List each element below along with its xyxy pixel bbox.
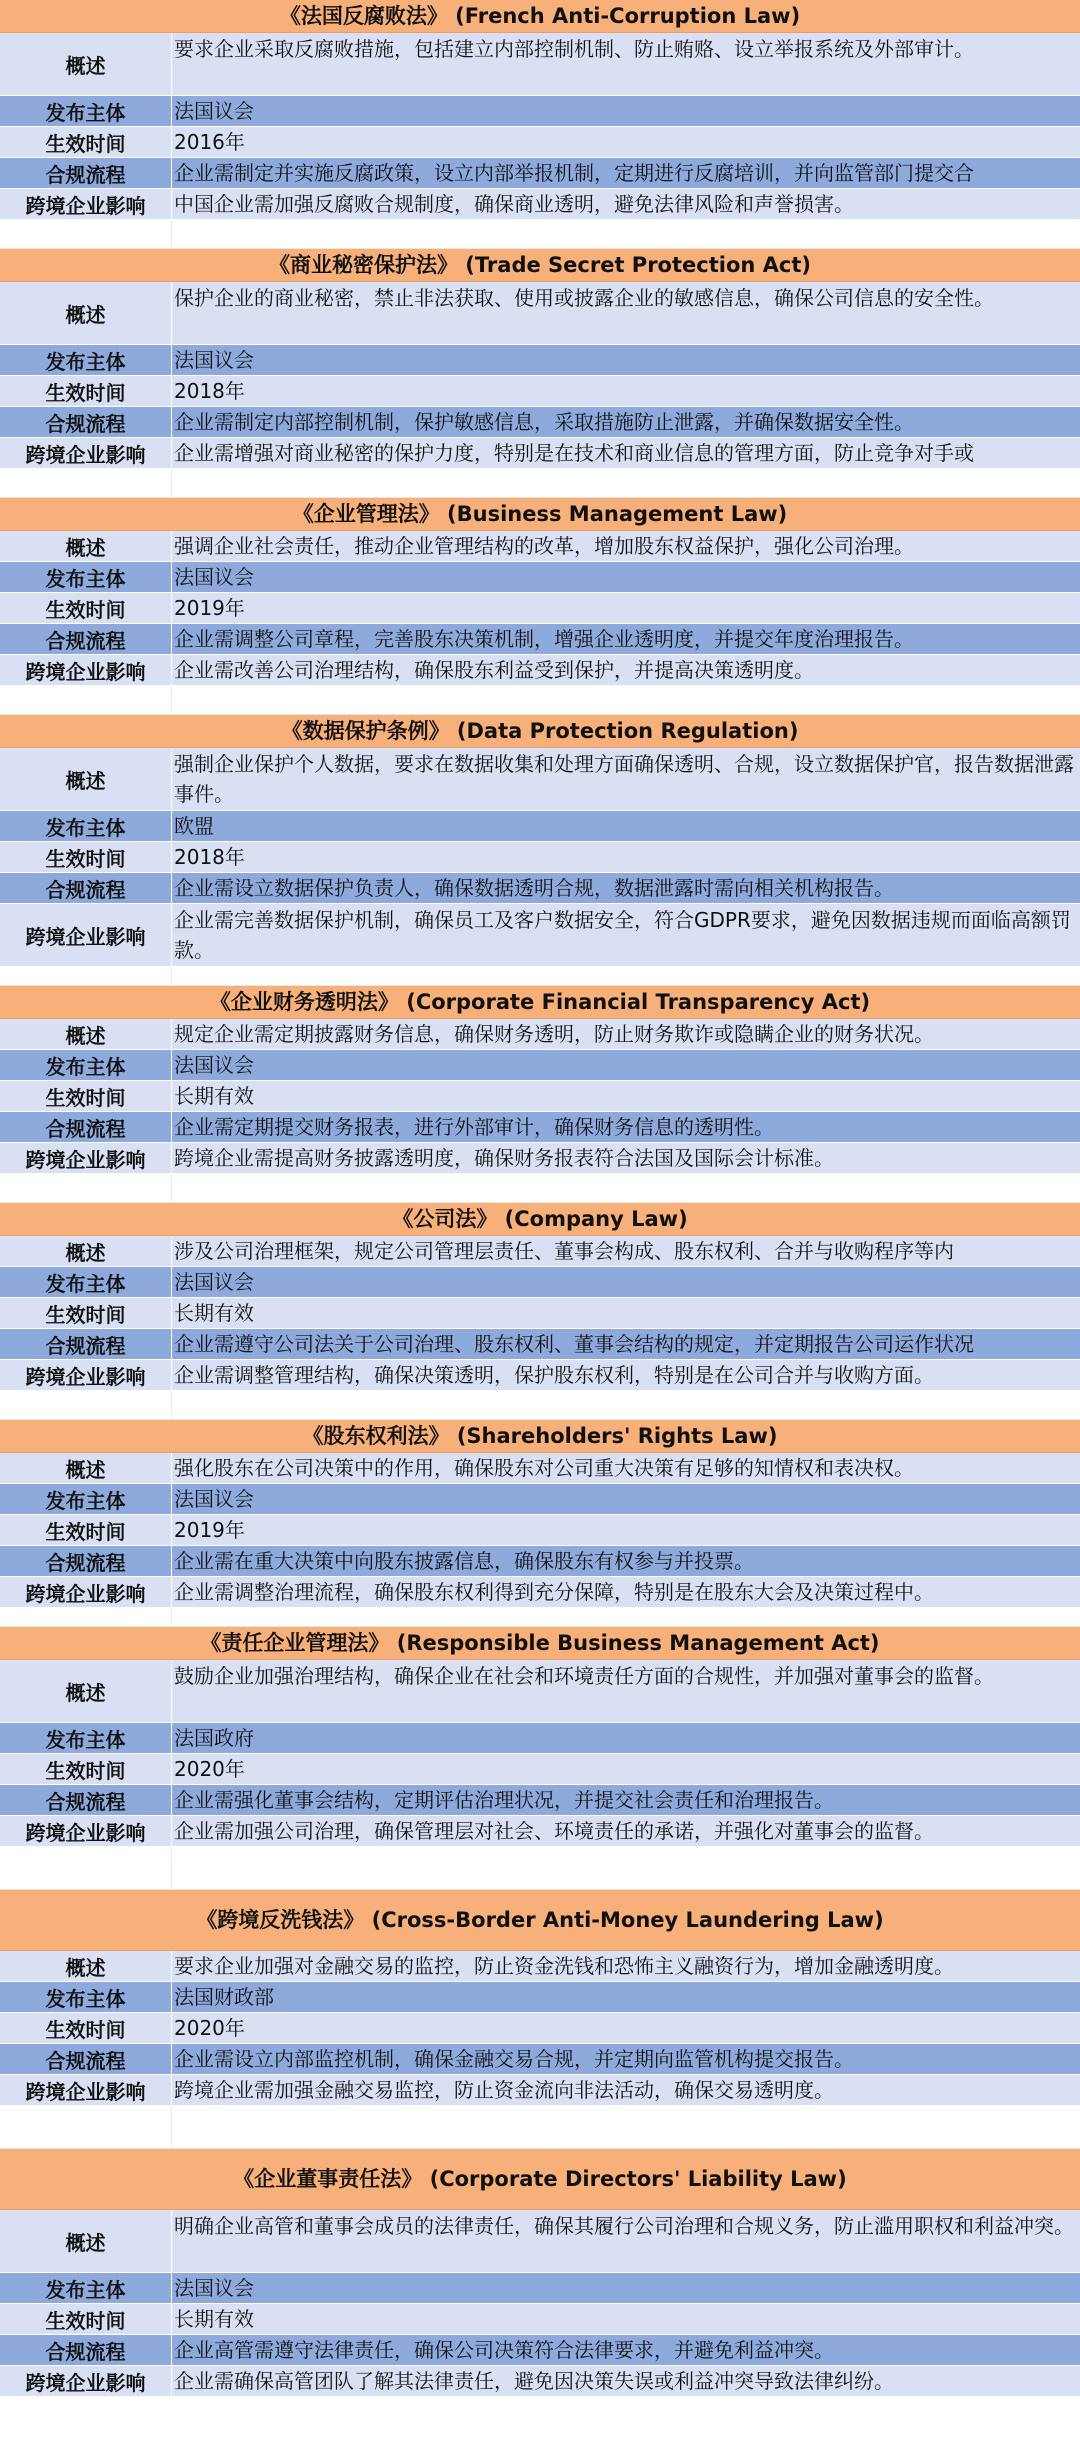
row-issuer <box>0 1723 1080 1754</box>
law-block <box>0 0 1080 249</box>
value-overview: 保护企业的商业秘密，禁止非法获取、使用或披露企业的敏感信息，确保公司信息的安全性。 <box>174 286 994 310</box>
row-overview <box>0 1019 1080 1050</box>
row-overview <box>0 531 1080 562</box>
label-effective: 生效时间 <box>0 127 172 157</box>
law-block <box>0 1203 1080 1420</box>
spacer <box>0 2106 1080 2148</box>
label-overview: 概述 <box>0 282 172 344</box>
law-title: 《跨境反洗钱法》 (Cross-Border Anti-Money Laundering Law) <box>0 1890 1080 1951</box>
value-issuer: 法国议会 <box>174 1053 254 1077</box>
row-impact <box>0 2075 1080 2106</box>
row-issuer <box>0 1982 1080 2013</box>
value-process: 企业需设立数据保护负责人，确保数据透明合规，数据泄露时需向相关机构报告。 <box>174 876 894 900</box>
row-impact <box>0 1577 1080 1608</box>
label-process: 合规流程 <box>0 624 172 654</box>
label-effective: 生效时间 <box>0 1298 172 1328</box>
row-overview <box>0 2210 1080 2273</box>
label-overview: 概述 <box>0 1453 172 1483</box>
spacer <box>0 686 1080 714</box>
value-impact: 企业需确保高管团队了解其法律责任，避免因决策失误或利益冲突导致法律纠纷。 <box>174 2369 894 2393</box>
law-block <box>0 498 1080 715</box>
label-impact: 跨境企业影响 <box>0 1143 172 1173</box>
value-effective: 2020年 <box>174 1757 245 1781</box>
value-effective: 2019年 <box>174 596 245 620</box>
label-process: 合规流程 <box>0 2335 172 2365</box>
label-effective: 生效时间 <box>0 2304 172 2334</box>
row-process <box>0 1112 1080 1143</box>
label-process: 合规流程 <box>0 407 172 437</box>
spacer <box>0 220 1080 248</box>
row-effective <box>0 376 1080 407</box>
value-overview: 要求企业采取反腐败措施，包括建立内部控制机制、防止贿赂、设立举报系统及外部审计。 <box>174 37 974 61</box>
law-block <box>0 2149 1080 2397</box>
label-process: 合规流程 <box>0 158 172 188</box>
row-effective <box>0 1298 1080 1329</box>
value-process: 企业需制定并实施反腐政策，设立内部举报机制，定期进行反腐培训，并向监管部门提交合 <box>174 161 974 185</box>
label-issuer: 发布主体 <box>0 1723 172 1753</box>
value-issuer: 法国议会 <box>174 1487 254 1511</box>
label-effective: 生效时间 <box>0 1081 172 1111</box>
value-overview: 明确企业高管和董事会成员的法律责任，确保其履行公司治理和合规义务，防止滥用职权和利益冲突。 <box>174 2214 1074 2238</box>
law-block <box>0 1890 1080 2149</box>
value-effective: 2016年 <box>174 130 245 154</box>
spacer <box>0 1847 1080 1889</box>
law-title: 《责任企业管理法》 (Responsible Business Management Act) <box>0 1627 1080 1660</box>
value-impact: 企业需完善数据保护机制，确保员工及客户数据安全，符合GDPR要求，避免因数据违规而面临高额罚款。 <box>174 908 1071 962</box>
row-process <box>0 873 1080 904</box>
value-impact: 跨境企业需提高财务披露透明度，确保财务报表符合法国及国际会计标准。 <box>174 1146 834 1170</box>
row-issuer <box>0 1267 1080 1298</box>
value-overview: 规定企业需定期披露财务信息，确保财务透明，防止财务欺诈或隐瞒企业的财务状况。 <box>174 1022 934 1046</box>
row-effective <box>0 1081 1080 1112</box>
label-overview: 概述 <box>0 531 172 561</box>
label-process: 合规流程 <box>0 1329 172 1359</box>
label-impact: 跨境企业影响 <box>0 1360 172 1390</box>
law-title: 《法国反腐败法》 (French Anti-Corruption Law) <box>0 0 1080 33</box>
row-issuer <box>0 345 1080 376</box>
row-impact <box>0 1360 1080 1391</box>
row-overview <box>0 748 1080 811</box>
label-process: 合规流程 <box>0 1546 172 1576</box>
value-overview: 鼓励企业加强治理结构，确保企业在社会和环境责任方面的合规性，并加强对董事会的监督。 <box>174 1664 994 1688</box>
label-effective: 生效时间 <box>0 593 172 623</box>
value-overview: 强调企业社会责任，推动企业管理结构的改革，增加股东权益保护，强化公司治理。 <box>174 534 914 558</box>
label-overview: 概述 <box>0 2210 172 2272</box>
value-process: 企业高管需遵守法律责任，确保公司决策符合法律要求，并避免利益冲突。 <box>174 2338 834 2362</box>
label-issuer: 发布主体 <box>0 1267 172 1297</box>
value-overview: 强化股东在公司决策中的作用，确保股东对公司重大决策有足够的知情权和表决权。 <box>174 1456 914 1480</box>
label-impact: 跨境企业影响 <box>0 904 172 966</box>
value-process: 企业需在重大决策中向股东披露信息，确保股东有权参与并投票。 <box>174 1549 754 1573</box>
row-impact <box>0 1816 1080 1847</box>
label-issuer: 发布主体 <box>0 562 172 592</box>
label-issuer: 发布主体 <box>0 811 172 841</box>
value-issuer: 法国财政部 <box>174 1985 274 2009</box>
row-process <box>0 158 1080 189</box>
value-issuer: 法国政府 <box>174 1726 254 1750</box>
row-impact <box>0 904 1080 967</box>
law-title: 《商业秘密保护法》 (Trade Secret Protection Act) <box>0 249 1080 282</box>
row-issuer <box>0 2273 1080 2304</box>
value-impact: 企业需增强对商业秘密的保护力度，特别是在技术和商业信息的管理方面，防止竞争对手或 <box>174 441 974 465</box>
value-effective: 2018年 <box>174 845 245 869</box>
label-effective: 生效时间 <box>0 376 172 406</box>
label-issuer: 发布主体 <box>0 1050 172 1080</box>
row-effective <box>0 593 1080 624</box>
value-process: 企业需设立内部监控机制，确保金融交易合规，并定期向监管机构提交报告。 <box>174 2047 854 2071</box>
label-overview: 概述 <box>0 33 172 95</box>
value-process: 企业需定期提交财务报表，进行外部审计，确保财务信息的透明性。 <box>174 1115 774 1139</box>
value-effective: 2019年 <box>174 1518 245 1542</box>
value-issuer: 法国议会 <box>174 99 254 123</box>
label-overview: 概述 <box>0 1019 172 1049</box>
label-issuer: 发布主体 <box>0 2273 172 2303</box>
value-impact: 企业需改善公司治理结构，确保股东利益受到保护，并提高决策透明度。 <box>174 658 814 682</box>
spacer <box>0 967 1080 985</box>
row-issuer <box>0 562 1080 593</box>
label-overview: 概述 <box>0 1951 172 1981</box>
spacer <box>0 1608 1080 1626</box>
row-overview <box>0 33 1080 96</box>
label-effective: 生效时间 <box>0 842 172 872</box>
label-issuer: 发布主体 <box>0 345 172 375</box>
value-impact: 企业需调整治理流程，确保股东权利得到充分保障，特别是在股东大会及决策过程中。 <box>174 1580 934 1604</box>
law-block <box>0 715 1080 986</box>
label-process: 合规流程 <box>0 2044 172 2074</box>
value-impact: 跨境企业需加强金融交易监控，防止资金流向非法活动，确保交易透明度。 <box>174 2078 834 2102</box>
label-effective: 生效时间 <box>0 1515 172 1545</box>
label-issuer: 发布主体 <box>0 96 172 126</box>
spacer <box>0 1174 1080 1202</box>
spacer <box>0 1391 1080 1419</box>
label-impact: 跨境企业影响 <box>0 189 172 219</box>
row-process <box>0 2335 1080 2366</box>
value-overview: 涉及公司治理框架，规定公司管理层责任、董事会构成、股东权利、合并与收购程序等内 <box>174 1239 954 1263</box>
label-effective: 生效时间 <box>0 1754 172 1784</box>
row-issuer <box>0 811 1080 842</box>
row-impact <box>0 189 1080 220</box>
row-effective <box>0 127 1080 158</box>
row-process <box>0 624 1080 655</box>
value-effective: 长期有效 <box>174 2307 254 2331</box>
law-block <box>0 1420 1080 1627</box>
value-impact: 企业需加强公司治理，确保管理层对社会、环境责任的承诺，并强化对董事会的监督。 <box>174 1819 934 1843</box>
row-effective <box>0 1754 1080 1785</box>
row-impact <box>0 438 1080 469</box>
label-impact: 跨境企业影响 <box>0 655 172 685</box>
law-block <box>0 1627 1080 1890</box>
row-process <box>0 1329 1080 1360</box>
value-impact: 中国企业需加强反腐败合规制度，确保商业透明，避免法律风险和声誉损害。 <box>174 192 854 216</box>
label-overview: 概述 <box>0 1236 172 1266</box>
row-process <box>0 1785 1080 1816</box>
value-effective: 长期有效 <box>174 1084 254 1108</box>
law-title: 《数据保护条例》 (Data Protection Regulation) <box>0 715 1080 748</box>
label-impact: 跨境企业影响 <box>0 1816 172 1846</box>
row-overview <box>0 282 1080 345</box>
row-impact <box>0 1143 1080 1174</box>
law-title: 《公司法》 (Company Law) <box>0 1203 1080 1236</box>
value-process: 企业需制定内部控制机制，保护敏感信息，采取措施防止泄露，并确保数据安全性。 <box>174 410 914 434</box>
value-issuer: 法国议会 <box>174 348 254 372</box>
value-issuer: 法国议会 <box>174 2276 254 2300</box>
value-overview: 要求企业加强对金融交易的监控，防止资金洗钱和恐怖主义融资行为，增加金融透明度。 <box>174 1954 954 1978</box>
spacer <box>0 469 1080 497</box>
row-overview <box>0 1660 1080 1723</box>
label-overview: 概述 <box>0 748 172 810</box>
label-impact: 跨境企业影响 <box>0 2366 172 2396</box>
row-process <box>0 1546 1080 1577</box>
law-title: 《企业财务透明法》 (Corporate Financial Transparency Act) <box>0 986 1080 1019</box>
label-issuer: 发布主体 <box>0 1484 172 1514</box>
row-overview <box>0 1453 1080 1484</box>
label-effective: 生效时间 <box>0 2013 172 2043</box>
law-block <box>0 986 1080 1203</box>
label-overview: 概述 <box>0 1660 172 1722</box>
label-issuer: 发布主体 <box>0 1982 172 2012</box>
value-process: 企业需强化董事会结构，定期评估治理状况，并提交社会责任和治理报告。 <box>174 1788 834 1812</box>
row-impact <box>0 2366 1080 2397</box>
label-impact: 跨境企业影响 <box>0 438 172 468</box>
value-process: 企业需遵守公司法关于公司治理、股东权利、董事会结构的规定，并定期报告公司运作状况 <box>174 1332 974 1356</box>
row-impact <box>0 655 1080 686</box>
value-effective: 2020年 <box>174 2016 245 2040</box>
value-overview: 强制企业保护个人数据，要求在数据收集和处理方面确保透明、合规，设立数据保护官，报告数据泄露事件。 <box>174 752 1074 806</box>
law-block <box>0 249 1080 498</box>
label-process: 合规流程 <box>0 873 172 903</box>
value-effective: 长期有效 <box>174 1301 254 1325</box>
row-effective <box>0 1515 1080 1546</box>
value-effective: 2018年 <box>174 379 245 403</box>
value-issuer: 法国议会 <box>174 565 254 589</box>
label-impact: 跨境企业影响 <box>0 2075 172 2105</box>
value-issuer: 法国议会 <box>174 1270 254 1294</box>
row-issuer <box>0 1050 1080 1081</box>
row-effective <box>0 2304 1080 2335</box>
row-issuer <box>0 1484 1080 1515</box>
label-process: 合规流程 <box>0 1785 172 1815</box>
law-title: 《股东权利法》 (Shareholders' Rights Law) <box>0 1420 1080 1453</box>
row-effective <box>0 2013 1080 2044</box>
row-overview <box>0 1236 1080 1267</box>
row-process <box>0 2044 1080 2075</box>
value-issuer: 欧盟 <box>174 814 214 838</box>
value-process: 企业需调整公司章程，完善股东决策机制，增强企业透明度，并提交年度治理报告。 <box>174 627 914 651</box>
law-title: 《企业董事责任法》 (Corporate Directors' Liability Law) <box>0 2149 1080 2210</box>
row-effective <box>0 842 1080 873</box>
row-process <box>0 407 1080 438</box>
label-process: 合规流程 <box>0 1112 172 1142</box>
value-impact: 企业需调整管理结构，确保决策透明，保护股东权利，特别是在公司合并与收购方面。 <box>174 1363 934 1387</box>
law-title: 《企业管理法》 (Business Management Law) <box>0 498 1080 531</box>
row-issuer <box>0 96 1080 127</box>
label-impact: 跨境企业影响 <box>0 1577 172 1607</box>
row-overview <box>0 1951 1080 1982</box>
